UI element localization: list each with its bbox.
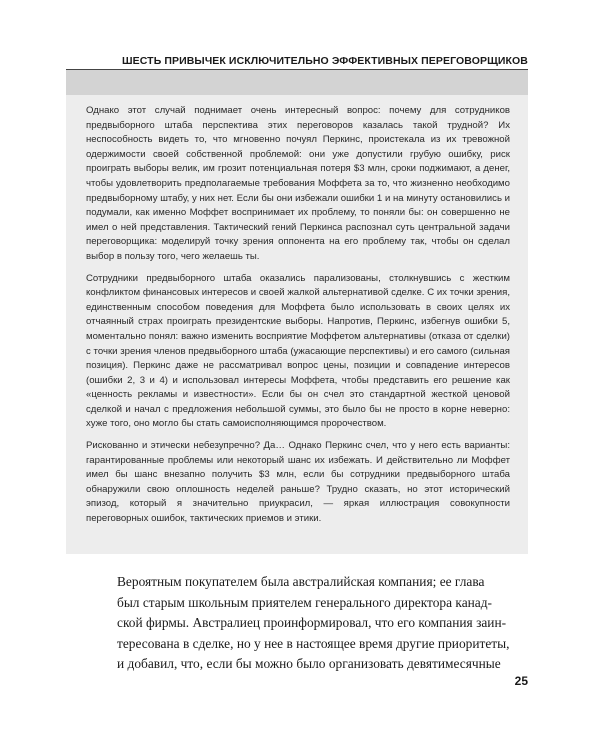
- sidebar-header-band: [66, 70, 528, 95]
- body-line-4: тересована в сделке, но у нее в настоящее время другие приоритеты,: [117, 635, 510, 651]
- body-line-1: Вероятным покупателем была австралийская компания; ее глава: [117, 574, 485, 589]
- sidebar-paragraph-1: Однако этот случай поднимает очень интересный вопрос: почему для сотрудников предвыборного штаба перспектива этих переговоров казалась такой трудной? Их неспособность видеть то, что мгновенно почуял Перкинс, проистекала из их тревожной одержимости своей собственной проблемой: они уже допустили грубую ошибку, риск проиграть выборы велик, им грозит потенциальная потеря $3 млн, сроки поджимают, а денег, чтобы удовлетворить предполагаемые требования Моффета за то, что жизненно необходимо предвыборному штабу, у них нет. Если бы они избежали ошибки 1 и на минуту остановились и подумали, как именно Моффет воспринимает их проблему, то поняли бы: он совершенно не имел о ней представления. Тактический гений Перкинса распознал суть центральной задачи переговорщика: моделируй точку зрения оппонента на его проблему так, чтобы он сделал выбор в пользу того, чего желаешь ты.: [86, 105, 510, 262]
- sidebar-paragraph-2: Сотрудники предвыборного штаба оказались парализованы, столкнувшись с жестким конфликтом финансовых интересов и своей жалкой альтернативой сделке. С их точки зрения, единственным способом поведения для Моффета было использовать в своих целях их отчаянный страх проиграть президентские выборы. Напротив, Перкинс, избегнув ошибки 5, моментально понял: важно изменить восприятие Моффетом альтернативы (отказа от сделки) с точки зрения членов предвыборного штаба (ужасающие перспективы) и его самого (сильная позиция). Перкинс даже не рассматривал вопрос цены, позиции и совпадение интересов (ошибки 2, 3 и 4) и использовал интересы Моффета, чтобы представить его решение как «ценность рекламы и известности». Если бы он счел это стандартной жесткой ценовой сделкой и начал с предложения небольшой суммы, это было бы не просто в корне неверно: хуже того, оно могло бы стать самоисполняющимся пророчеством.: [86, 272, 510, 430]
- sidebar-paragraph-3: Рискованно и этически небезупречно? Да… Однако Перкинс счел, что у него есть варианты: гарантированные проблемы или некоторый шанс их избежать. И действительно ли Моффет имел бы шанс внезапно получить $3 млн, если бы сотрудники предвыборного штаба обнаружили свою оплошность неделей раньше? Трудно сказать, но этот исторический эпизод, который я значительно приукрасил, — яркая иллюстрация совокупности переговорных ошибок, тактических приемов и этики.: [86, 440, 510, 525]
- sidebar-text: [86, 104, 510, 534]
- body-text: [117, 572, 529, 675]
- body-line-2: был старым школьным приятелем генерального директора канад-: [117, 594, 493, 610]
- body-line-3: ской фирмы. Австралиец проинформировал, что его компания заин-: [117, 615, 507, 630]
- body-line-5: и добавил, что, если бы можно было организовать девятимесячные: [117, 656, 501, 671]
- page-number: 25: [514, 674, 528, 688]
- running-head-title: ШЕСТЬ ПРИВЫЧЕК ИСКЛЮЧИТЕЛЬНО ЭФФЕКТИВНЫХ ПЕРЕГОВОРЩИКОВ: [122, 55, 528, 67]
